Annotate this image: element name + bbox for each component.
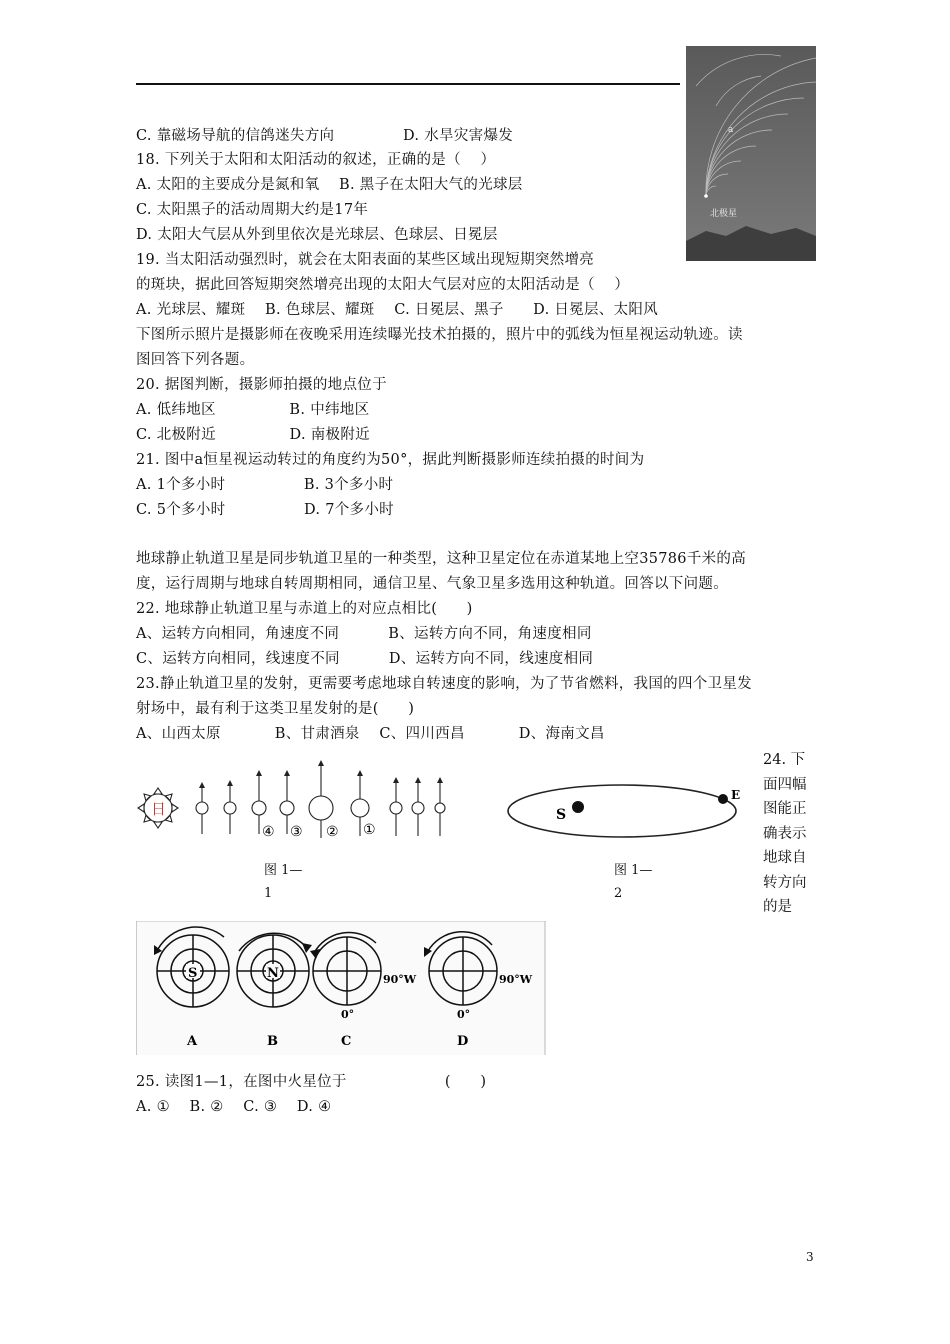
q19-stem-1: 19. 当太阳活动强烈时，就会在太阳表面的某些区域出现短期突然增亮: [136, 252, 595, 268]
q18-options-ab: A. 太阳的主要成分是氮和氧 B. 黑子在太阳大气的光球层: [136, 177, 523, 193]
header-rule: [136, 83, 680, 85]
q20-options-ab: A. 低纬地区 B. 中纬地区: [136, 402, 370, 418]
planet-9-icon: [435, 781, 445, 836]
q24-stem-line: 面四幅: [763, 776, 807, 793]
pole-label-n: N: [267, 966, 279, 981]
q19-options: A. 光球层、耀斑 B. 色球层、耀斑 C. 日冕层、黑子 D. 日冕层、太阳风: [136, 302, 659, 318]
star-a-label: a: [728, 125, 734, 135]
option-b-label: B: [267, 1034, 278, 1049]
marker-2: ②: [326, 824, 339, 840]
orbit-sun-label: S: [556, 807, 567, 823]
q18-stem: 18. 下列关于太阳和太阳活动的叙述，正确的是（ ）: [136, 152, 496, 168]
q22-options-cd: C、运转方向相同，线速度不同 D、运转方向不同，线速度相同: [136, 651, 594, 667]
q22-options-ab: A、运转方向相同，角速度不同 B、运转方向不同，角速度相同: [136, 626, 592, 642]
q24-stem-line: 24. 下: [763, 752, 806, 768]
earth-dot-icon: [718, 794, 728, 804]
sun-dot-icon: [572, 801, 584, 813]
planet-8-icon: [412, 781, 424, 836]
passage-star-2: 图回答下列各题。: [136, 352, 255, 368]
q25-options: A. ① B. ② C. ③ D. ④: [136, 1099, 332, 1115]
planet-7-icon: [390, 781, 402, 836]
passage-satellite-1: 地球静止轨道卫星是同步轨道卫星的一种类型，这种卫星定位在赤道某地上空35786千米的高: [136, 551, 747, 567]
passage-star-1: 下图所示照片是摄影师在夜晚采用连续曝光技术拍摄的，照片中的弧线为恒星视运动轨迹。读: [136, 327, 743, 343]
figure-1-1-caption-2: 1: [264, 886, 273, 901]
figure-1-2-earth-orbit: [500, 775, 750, 845]
q24-stem-line: 图能正: [763, 801, 807, 817]
q24-stem-line: 转方向: [763, 874, 807, 891]
zero-label-c: 0°: [341, 1008, 355, 1021]
q24-stem-line: 地球自: [763, 850, 807, 866]
q21-stem: 21. 图中a恒星视运动转过的角度约为50°，据此判断摄影师连续拍摄的时间为: [136, 452, 645, 468]
q22-stem: 22. 地球静止轨道卫星与赤道上的对应点相比( ): [136, 601, 473, 617]
q18-option-d: D. 太阳大气层从外到里依次是光球层、色球层、日冕层: [136, 227, 498, 243]
q23-options: A、山西太原 B、甘肃酒泉 C、四川西昌 D、海南文昌: [136, 726, 605, 742]
star-trail-svg: [686, 46, 816, 261]
meridian-label-c: 90°W: [383, 973, 417, 986]
planet-1-icon: [196, 786, 208, 834]
planet-2-icon: [224, 784, 236, 834]
q20-options-cd: C. 北极附近 D. 南极附近: [136, 427, 370, 443]
q23-stem-2: 射场中，最有利于这类卫星发射的是( ): [136, 701, 415, 717]
page-number: 3: [806, 1250, 814, 1264]
q18-option-c: C. 太阳黑子的活动周期大约是17年: [136, 202, 369, 218]
q21-options-cd: C. 5个多小时 D. 7个多小时: [136, 502, 394, 518]
option-c-label: C: [341, 1034, 352, 1049]
marker-1: ①: [363, 822, 376, 838]
q24-stem: [763, 748, 823, 920]
marker-4: ④: [262, 824, 275, 840]
figure-1-2-caption-2: 2: [614, 886, 623, 901]
q24-stem-line: 确表示: [763, 825, 807, 842]
q24-stem-line: 的是: [763, 899, 792, 915]
passage-satellite-2: 度，运行周期与地球自转周期相同，通信卫星、气象卫星多选用这种轨道。回答以下问题。: [136, 576, 728, 592]
q20-stem: 20. 据图判断，摄影师拍摄的地点位于: [136, 377, 387, 393]
figure-1-1-caption-1: 图 1—: [264, 863, 303, 878]
option-d-label: D: [457, 1034, 469, 1049]
option-a-label: A: [187, 1034, 198, 1049]
pole-label-s: S: [188, 966, 198, 981]
q19-stem-2: 的斑块，据此回答短期突然增亮出现的太阳大气层对应的太阳活动是（ ）: [136, 277, 630, 293]
figure-1-2-caption-1: 图 1—: [614, 863, 653, 878]
figure-1-1-solar-system: [120, 756, 470, 841]
sun-label: 日: [151, 800, 167, 818]
polaris-label: 北极星: [710, 209, 738, 219]
q21-options-ab: A. 1个多小时 B. 3个多小时: [136, 477, 394, 493]
q17-options-cd: C. 靠磁场导航的信鸽迷失方向 D. 水旱灾害爆发: [136, 128, 514, 144]
meridian-label-d: 90°W: [499, 973, 533, 986]
q23-stem-1: 23.静止轨道卫星的发射，更需要考虑地球自转速度的影响，为了节省燃料，我国的四个卫星发: [136, 676, 752, 692]
orbit-earth-label: E: [731, 788, 741, 802]
marker-3: ③: [290, 824, 303, 840]
zero-label-d: 0°: [457, 1008, 471, 1021]
figure-q24-rotation: [136, 921, 546, 1055]
star-trail-photo: [686, 46, 816, 261]
q25-stem: 25. 读图1—1，在图中火星位于 ( ): [136, 1074, 487, 1090]
